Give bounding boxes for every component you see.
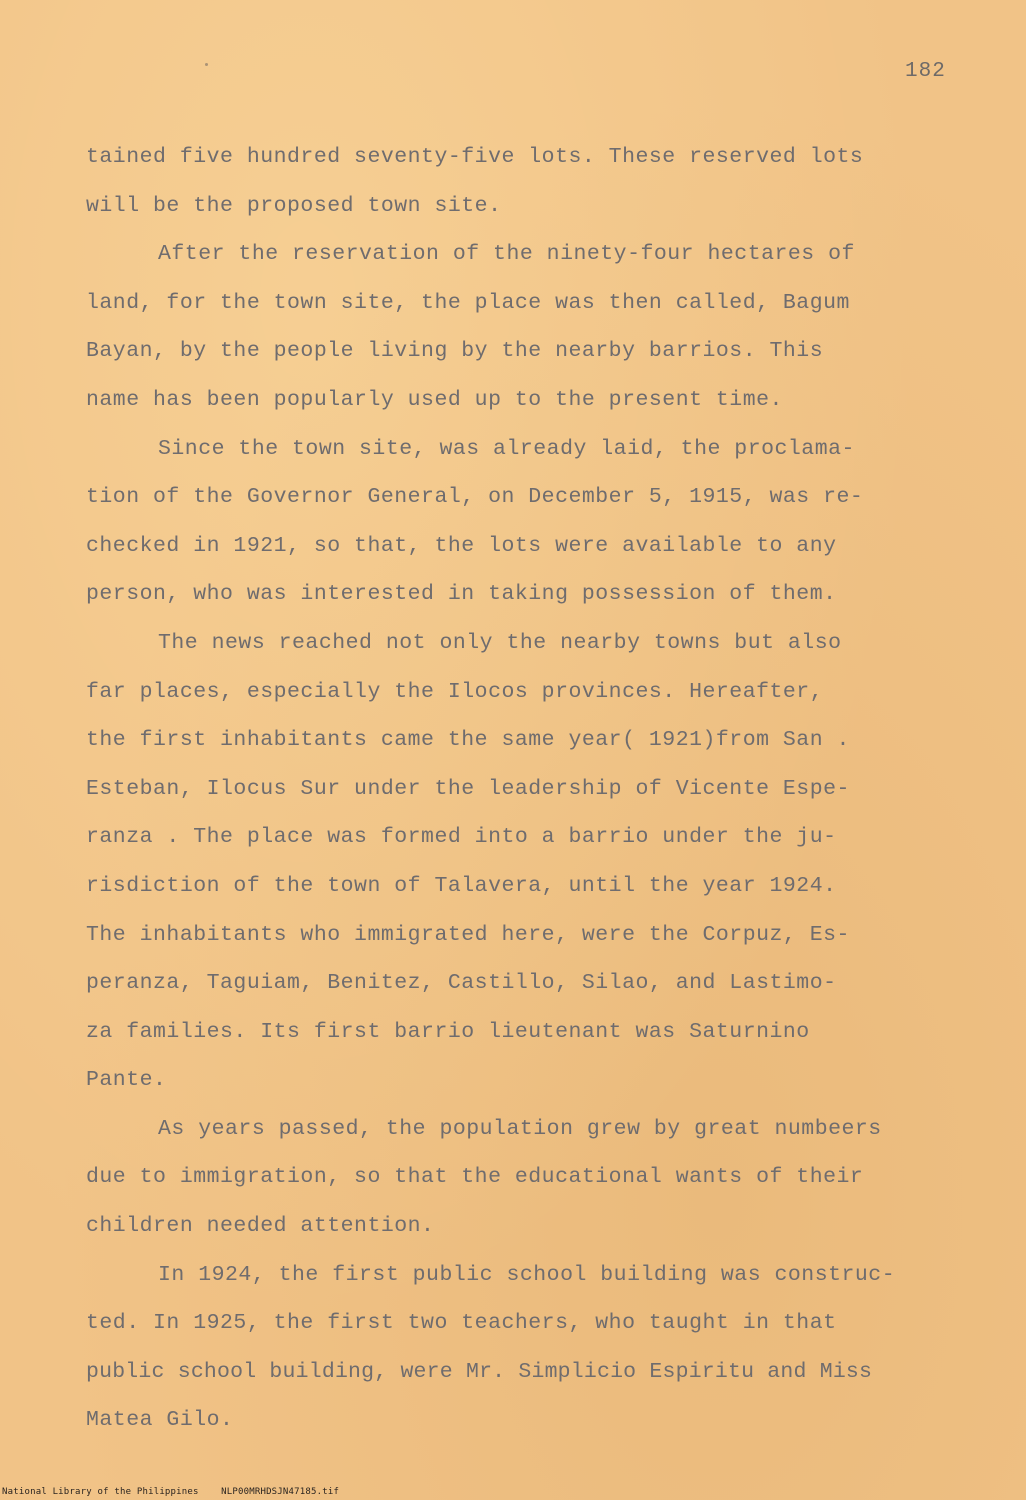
text-line: In 1924, the first public school building was construc- bbox=[158, 1262, 896, 1287]
text-line: checked in 1921, so that, the lots were available to any bbox=[86, 533, 837, 558]
text-line: the first inhabitants came the same year( 1921)from San . bbox=[86, 728, 850, 753]
text-line: far places, especially the Ilocos provinces. Hereafter, bbox=[86, 679, 824, 704]
text-line: will be the proposed town site. bbox=[86, 193, 502, 218]
text-line: za families. Its first barrio lieutenant was Saturnino bbox=[86, 1019, 810, 1044]
typed-text-body bbox=[86, 133, 986, 1445]
text-line: The inhabitants who immigrated here, were the Corpuz, Es- bbox=[86, 922, 850, 947]
text-line: After the reservation of the ninety-four hectares of bbox=[158, 242, 855, 267]
text-line: Bayan, by the people living by the nearby barrios. This bbox=[86, 339, 824, 364]
text-line: Matea Gilo. bbox=[86, 1408, 234, 1433]
text-line: ranza . The place was formed into a barrio under the ju- bbox=[86, 825, 837, 850]
text-line: peranza, Taguiam, Benitez, Castillo, Silao, and Lastimo- bbox=[86, 971, 837, 996]
text-line: person, who was interested in taking possession of them. bbox=[86, 582, 837, 607]
text-line: Since the town site, was already laid, the proclama- bbox=[158, 436, 855, 461]
text-line: The news reached not only the nearby towns but also bbox=[158, 630, 842, 655]
scan-footer-caption: National Library of the Philippines NLP00MRHDSJN47185.tif bbox=[2, 1487, 340, 1497]
text-line: land, for the town site, the place was then called, Bagum bbox=[86, 290, 850, 315]
text-line: Pante. bbox=[86, 1068, 167, 1093]
paper-speck bbox=[205, 63, 208, 66]
text-line: children needed attention. bbox=[86, 1214, 435, 1239]
page-number: 182 bbox=[905, 60, 946, 83]
text-line: due to immigration, so that the educational wants of their bbox=[86, 1165, 864, 1190]
text-line: tained five hundred seventy-five lots. These reserved lots bbox=[86, 145, 864, 169]
text-line: As years passed, the population grew by great numbeers bbox=[158, 1116, 882, 1141]
text-line: Esteban, Ilocus Sur under the leadership of Vicente Espe- bbox=[86, 776, 850, 801]
text-line: risdiction of the town of Talavera, until the year 1924. bbox=[86, 873, 837, 898]
text-line: public school building, were Mr. Simplicio Espiritu and Miss bbox=[86, 1359, 873, 1384]
text-line: tion of the Governor General, on December 5, 1915, was re- bbox=[86, 485, 864, 510]
text-line: name has been popularly used up to the present time. bbox=[86, 387, 783, 412]
text-line: ted. In 1925, the first two teachers, who taught in that bbox=[86, 1311, 837, 1336]
